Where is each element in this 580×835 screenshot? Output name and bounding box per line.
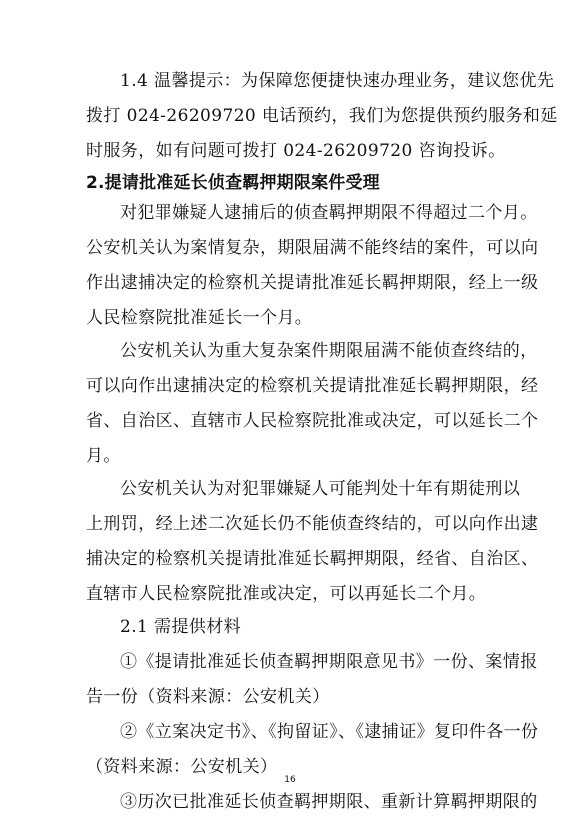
text-line: 时服务，如有问题可拨打 024-26209720 咨询投诉。 [86, 141, 506, 161]
text-line: 告一份（资料来源：公安机关） [86, 687, 330, 707]
text-line: 捕决定的检察机关提请批准延长羁押期限，经省、自治区、 [86, 549, 539, 569]
text-line: 可以向作出逮捕决定的检察机关提请批准延长羁押期限，经 [86, 376, 539, 396]
text-line: 2.1 需提供材料 [120, 617, 242, 637]
text-line: ②《立案决定书》、《拘留证》、《逮捕证》复印件各一份 [120, 722, 539, 742]
text-line: 人民检察院批准延长一个月。 [86, 308, 313, 328]
text-line: ①《提请批准延长侦查羁押期限意见书》一份、案情报 [120, 652, 538, 672]
text-line: 月。 [86, 446, 121, 466]
text-line: 作出逮捕决定的检察机关提请批准延长羁押期限，经上一级 [86, 273, 539, 293]
tip-paragraph [86, 64, 558, 169]
text-line: ③历次已批准延长侦查羁押期限、重新计算羁押期限的 [120, 792, 538, 812]
text-line: 对犯罪嫌疑人逮捕后的侦查羁押期限不得超过二个月。 [120, 203, 538, 223]
paragraph-2 [86, 334, 539, 474]
paragraph-3 [86, 472, 539, 612]
text-line: 1.4 温馨提示：为保障您便捷快速办理业务，建议您优先 [120, 71, 555, 91]
page-number: 16 [284, 775, 296, 785]
text-line: 拨打 024-26209720 电话预约，我们为您提供预约服务和延 [86, 106, 558, 126]
text-line: （资料来源：公安机关） [86, 757, 278, 777]
text-line: 公安机关认为案情复杂，期限届满不能终结的案件，可以向 [86, 238, 539, 258]
text-line: 上刑罚，经上述二次延长仍不能侦查终结的，可以向作出逮 [86, 514, 539, 534]
material-item-3 [86, 785, 538, 820]
material-item-1 [86, 645, 538, 715]
sub-heading [86, 610, 506, 645]
paragraph-1 [86, 196, 539, 336]
section-heading: 2.提请批准延长侦查羁押期限案件受理 [86, 173, 380, 193]
text-line: 公安机关认为对犯罪嫌疑人可能判处十年有期徒刑以 [120, 479, 521, 499]
text-line: 公安机关认为重大复杂案件期限届满不能侦查终结的， [120, 341, 538, 361]
text-line: 省、自治区、直辖市人民检察院批准或决定，可以延长二个 [86, 411, 539, 431]
text-line: 直辖市人民检察院批准或决定，可以再延长二个月。 [86, 584, 487, 604]
